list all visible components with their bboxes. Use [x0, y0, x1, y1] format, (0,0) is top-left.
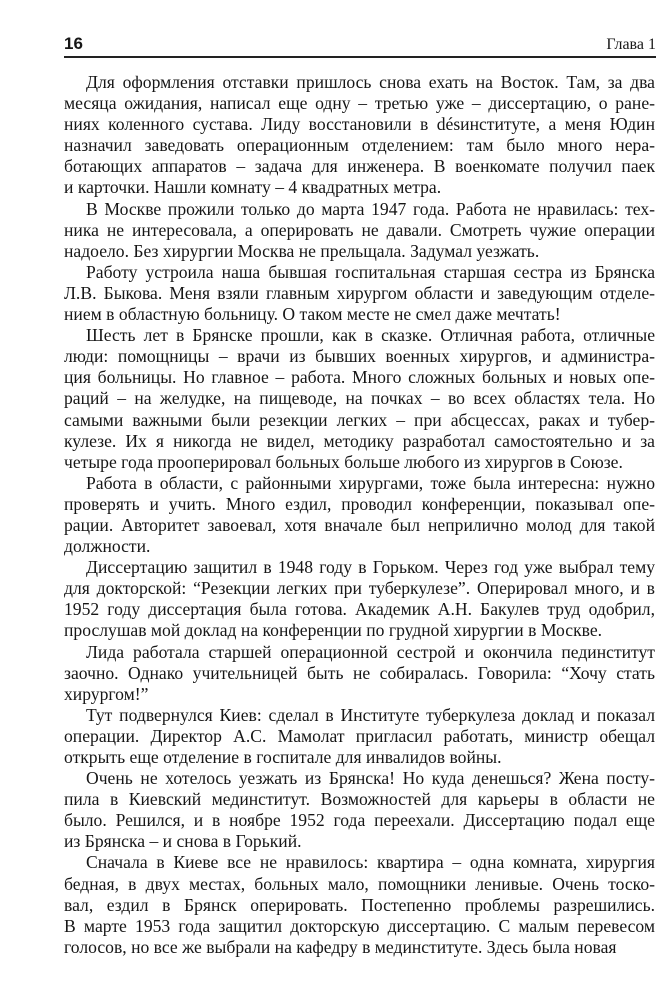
text-line: ниях коленного сустава. Лиду восстановили в désинституте, а меня Юдин — [64, 114, 655, 135]
paragraph — [64, 262, 655, 325]
paragraph — [64, 642, 655, 705]
text-line: было. Решился, и в ноябре 1952 года переехали. Диссертацию подал еще — [64, 810, 655, 831]
text-line: заочно. Однако учительницей быть не собиралась. Говорила: “Хочу стать — [64, 662, 655, 683]
text-line: проверять и учить. Много ездил, проводил конференции, показывал опе- — [64, 493, 655, 514]
text-line: 1952 году диссертация была готова. Академик А.Н. Бакулев труд одобрил, — [64, 599, 655, 620]
text-line: Л.В. Быкова. Меня взяли главным хирургом области и заведующим отделе- — [64, 282, 655, 303]
text-line: ция больницы. Но главное – работа. Много сложных больных и новых опе- — [64, 367, 655, 388]
text-line: четыре года прооперировал больных больше любого из хирургов в Союзе. — [64, 451, 623, 472]
text-line: самыми важными были резекции легких – при абсцессах, раках и тубер- — [64, 409, 655, 430]
paragraph — [64, 768, 655, 852]
text-line: пила в Киевский мединститут. Возможностей для карьеры в области не — [64, 789, 655, 810]
text-line: из Брянска – и снова в Горький. — [64, 831, 302, 852]
text-line: люди: помощницы – врачи из бывших военных хирургов, и администра- — [64, 346, 655, 367]
text-line: и карточки. Нашли комнату – 4 квадратных метра. — [64, 177, 442, 198]
text-line: В Москве прожили только до марта 1947 года. Работа не нравилась: тех- — [86, 198, 655, 219]
paragraph — [64, 72, 655, 199]
text-line: операции. Директор А.С. Мамолат пригласил работать, министр обещал — [64, 725, 655, 746]
text-line: ботающих аппаратов – задача для инженера. В военкомате получил паек — [64, 156, 655, 177]
text-line: Для оформления отставки пришлось снова ехать на Восток. Там, за два — [86, 72, 655, 92]
page-number: 16 — [64, 34, 83, 53]
text-line: рации. Авторитет завоевал, хотя вначале был неприлично молод для такой — [64, 514, 655, 535]
paragraph — [64, 199, 655, 262]
paragraph — [64, 852, 655, 957]
text-line: кулезе. Их я никогда не видел, методику разработал самостоятельно и за — [64, 430, 655, 451]
text-line: для докторской: “Резекции легких при туберкулезе”. Оперировал много, и в — [64, 578, 655, 599]
text-line: Сначала в Киеве все не нравилось: квартира – одна комната, хирургия — [86, 852, 655, 873]
text-line: вал, ездил в Брянск оперировать. Постепенно проблемы разрешились. — [64, 894, 655, 915]
text-line: Диссертацию защитил в 1948 году в Горьком. Через год уже выбрал тему — [86, 557, 655, 578]
text-line: месяца ожидания, написал еще одну – третью уже – диссертацию, о ране- — [64, 93, 655, 114]
text-line: хирургом!” — [64, 683, 149, 704]
text-line: нием в областную больницу. О таком месте не смел даже мечтать! — [64, 304, 561, 325]
text-line: должности. — [64, 536, 151, 557]
paragraph — [64, 557, 655, 641]
page-body-text — [64, 72, 655, 958]
text-line: раций – на желудке, на пищеводе, на почках – во всех областях тела. Но — [64, 388, 655, 409]
text-line: бедная, в двух местах, больных мало, помощники ленивые. Очень тоско- — [64, 873, 655, 894]
text-line: Очень не хотелось уезжать из Брянска! Но куда денешься? Жена посту- — [86, 768, 655, 789]
text-line: голосов, но все же выбрали на кафедру в мединституте. Здесь была новая — [64, 936, 617, 957]
text-line: Тут подвернулся Киев: сделал в Институте туберкулеза доклад и показал — [86, 704, 655, 725]
paragraph — [64, 473, 655, 557]
text-line: надоело. Без хирургии Москва не прельщала. Задумал уезжать. — [64, 240, 540, 261]
paragraph — [64, 325, 655, 473]
text-line: Лида работала старшей операционной сестрой и окончила пединститут — [86, 641, 655, 662]
running-header — [64, 34, 656, 58]
text-line: Шесть лет в Брянске прошли, как в сказке. Отличная работа, отличные — [86, 325, 655, 346]
text-line: В марте 1953 года защитил докторскую диссертацию. С малым перевесом — [64, 915, 655, 936]
text-line: прослушав мой доклад на конференции по грудной хирургии в Москве. — [64, 620, 603, 641]
text-line: ника не интересовала, а оперировать не давали. Смотреть чужие операции — [64, 219, 655, 240]
paragraph — [64, 705, 655, 768]
text-line: назначил заведовать операционным отделением: там было много нера- — [64, 135, 655, 156]
text-line: Работа в области, с районными хирургами, тоже была интересна: нужно — [86, 472, 655, 493]
chapter-title: Глава 1 — [606, 36, 656, 53]
text-line: Работу устроила наша бывшая госпитальная старшая сестра из Брянска — [86, 261, 655, 282]
text-line: открыть еще отделение в госпитале для инвалидов войны. — [64, 747, 502, 767]
